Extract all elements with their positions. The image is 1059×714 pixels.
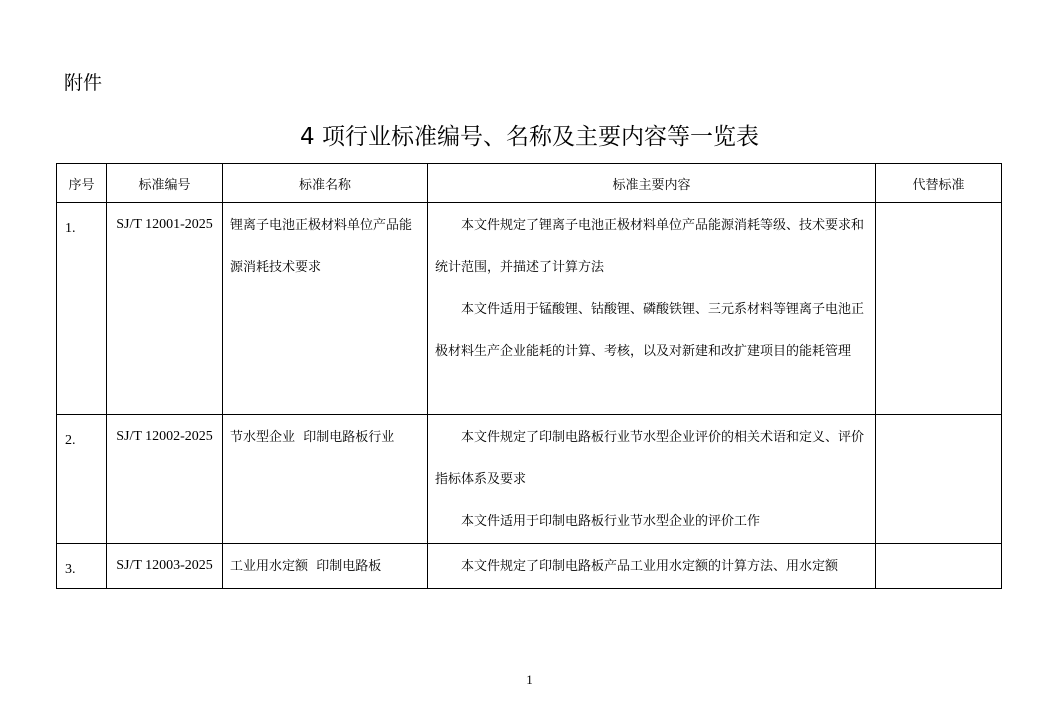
cell-content <box>428 203 876 415</box>
cell-content <box>428 544 876 589</box>
header-name: 标准名称 <box>223 164 428 203</box>
cell-content <box>428 415 876 544</box>
cell-no <box>57 415 107 544</box>
table-row <box>57 544 1002 589</box>
document-title: 4 项行业标准编号、名称及主要内容等一览表 <box>300 124 759 150</box>
content-paragraph: 本文件规定了锂离子电池正极材料单位产品能源消耗等级、技术要求和统计范围，并描述了计算方法 <box>435 218 865 275</box>
cell-code <box>107 415 223 544</box>
page-number: 1 <box>526 672 533 687</box>
standard-code: SJ/T 12002-2025 <box>116 429 213 444</box>
header-replaces: 代替标准 <box>876 164 1002 203</box>
table-header-row <box>57 164 1002 203</box>
content-paragraph: 本文件适用于印制电路板行业节水型企业的评价工作 <box>461 514 761 529</box>
content-paragraph: 本文件适用于锰酸锂、钴酸锂、磷酸铁锂、三元系材料等锂离子电池正极材料生产企业能耗的计算、考核，以及对新建和改扩建项目的能耗管理 <box>435 302 865 359</box>
standard-name: 节水型企业 印制电路板行业 <box>230 430 395 445</box>
attachment-label: 附件 <box>64 72 103 94</box>
table-row <box>57 415 1002 544</box>
header-code: 标准编号 <box>107 164 223 203</box>
cell-replaces <box>876 203 1002 415</box>
cell-code <box>107 203 223 415</box>
standard-name: 工业用水定额 印制电路板 <box>230 559 382 574</box>
cell-name <box>223 203 428 415</box>
header-content: 标准主要内容 <box>428 164 876 203</box>
standard-code: SJ/T 12003-2025 <box>116 558 213 573</box>
standard-code: SJ/T 12001-2025 <box>116 217 213 232</box>
header-no: 序号 <box>57 164 107 203</box>
cell-replaces <box>876 544 1002 589</box>
cell-no <box>57 203 107 415</box>
cell-name <box>223 544 428 589</box>
cell-code <box>107 544 223 589</box>
table-row <box>57 203 1002 415</box>
standards-table <box>56 163 1002 589</box>
row-number: 2. <box>65 433 76 448</box>
cell-replaces <box>876 415 1002 544</box>
standard-name: 锂离子电池正极材料单位产品能源消耗技术要求 <box>230 218 413 275</box>
content-paragraph: 本文件规定了印制电路板行业节水型企业评价的相关术语和定义、评价指标体系及要求 <box>435 430 865 487</box>
content-paragraph: 本文件规定了印制电路板产品工业用水定额的计算方法、用水定额 <box>461 559 839 574</box>
row-number: 3. <box>65 562 76 577</box>
cell-name <box>223 415 428 544</box>
row-number: 1. <box>65 221 76 236</box>
cell-no <box>57 544 107 589</box>
